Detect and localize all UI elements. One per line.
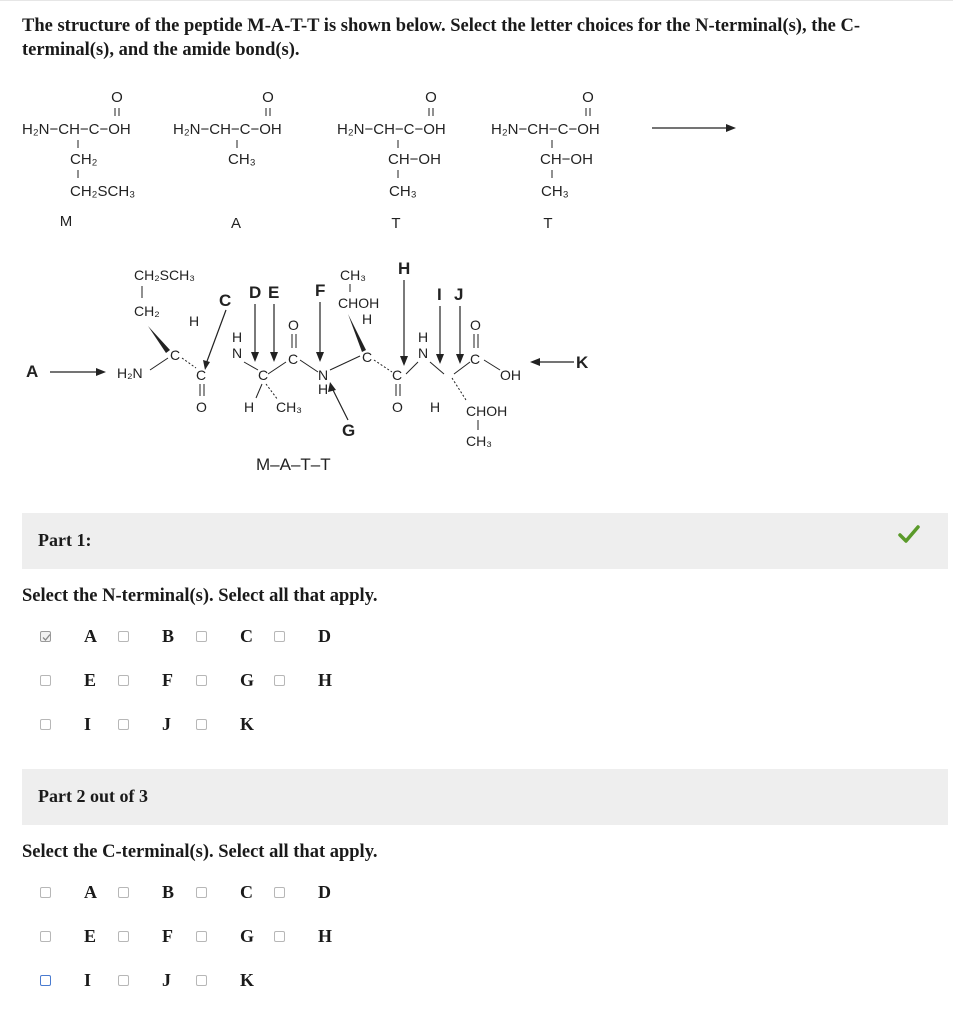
peptide-caption: M–A–T–T bbox=[256, 455, 331, 474]
label-j: J bbox=[454, 285, 464, 304]
side-chain-1: CH₂ bbox=[70, 151, 98, 168]
checkbox[interactable] bbox=[40, 719, 51, 730]
carbonyl-o: O bbox=[425, 89, 437, 106]
part2-prompt: Select the C-terminal(s). Select all that apply. bbox=[22, 842, 378, 862]
choice-label: A bbox=[84, 882, 97, 902]
atom-n: N bbox=[318, 367, 329, 383]
side-chain-2: CH₃ bbox=[389, 183, 417, 200]
amino-acid-t1 bbox=[337, 89, 446, 232]
atom-h: H bbox=[362, 311, 373, 327]
atom-h: H bbox=[189, 313, 200, 329]
checkbox[interactable] bbox=[40, 931, 51, 942]
choice-label: G bbox=[240, 670, 255, 690]
checkbox[interactable] bbox=[40, 887, 51, 898]
atom-c: C bbox=[362, 349, 373, 365]
checkbox[interactable] bbox=[118, 719, 129, 730]
backbone: H₂N−CH−C−OH bbox=[491, 121, 600, 138]
label-d: D bbox=[249, 283, 262, 302]
checkbox[interactable] bbox=[196, 975, 207, 986]
amino-acid-name: M bbox=[59, 213, 73, 230]
checkbox[interactable] bbox=[40, 675, 51, 686]
choice-label: J bbox=[162, 714, 171, 734]
choice-label: E bbox=[84, 926, 97, 946]
amino-acid-name: T bbox=[391, 215, 401, 232]
checkbox[interactable] bbox=[118, 887, 129, 898]
choice-label: C bbox=[240, 626, 253, 646]
carbonyl-o: O bbox=[262, 89, 274, 106]
label-f: F bbox=[315, 281, 326, 300]
checkbox[interactable] bbox=[118, 675, 129, 686]
choice-label: I bbox=[84, 714, 92, 734]
atom-h: H bbox=[418, 329, 429, 345]
atom-c: C bbox=[258, 367, 269, 383]
amino-acid-m bbox=[22, 89, 135, 230]
carbonyl-o: O bbox=[582, 89, 594, 106]
backbone: H₂N−CH−C−OH bbox=[337, 121, 446, 138]
atom-ch3: CH₃ bbox=[340, 267, 366, 283]
checkbox[interactable] bbox=[118, 631, 129, 642]
peptide-figure bbox=[0, 78, 953, 483]
choice-label: K bbox=[240, 970, 255, 990]
choice-label: F bbox=[162, 670, 173, 690]
choice-label: A bbox=[84, 626, 97, 646]
choice-label: B bbox=[162, 626, 175, 646]
question-text: The structure of the peptide M-A-T-T is shown below. Select the letter choices for the N-terminal(s), the C-terminal(s), and the amide bond(s). bbox=[22, 16, 861, 60]
choice-label: G bbox=[240, 926, 255, 946]
atom-chox: CHOH bbox=[338, 295, 380, 311]
side-chain-2: CH₂SCH₃ bbox=[70, 183, 136, 200]
atom-n: N bbox=[418, 345, 429, 361]
choice-label: H bbox=[318, 926, 333, 946]
atom-c: C bbox=[196, 367, 207, 383]
choice-label: D bbox=[318, 882, 331, 902]
side-chain-2: CH₃ bbox=[541, 183, 569, 200]
checkbox-focused[interactable] bbox=[40, 975, 51, 986]
checkbox[interactable] bbox=[196, 631, 207, 642]
label-g: G bbox=[342, 421, 356, 440]
atom-h: H bbox=[244, 399, 255, 415]
atom-o: O bbox=[470, 317, 481, 333]
reaction-arrow-icon bbox=[652, 124, 736, 132]
choice-row bbox=[40, 713, 400, 737]
choice-row bbox=[40, 969, 400, 993]
atom-ch3: CH₃ bbox=[466, 433, 492, 449]
label-i: I bbox=[437, 285, 442, 304]
label-e: E bbox=[268, 283, 280, 302]
atom-h: H bbox=[430, 399, 441, 415]
choice-label: C bbox=[240, 882, 253, 902]
checkbox[interactable] bbox=[274, 631, 285, 642]
choice-label: B bbox=[162, 882, 175, 902]
atom-o: O bbox=[288, 317, 299, 333]
part1-title: Part 1: bbox=[38, 530, 92, 550]
amino-acid-name: T bbox=[543, 215, 553, 232]
atom-chohs: CHOH bbox=[466, 403, 508, 419]
atom-o: O bbox=[196, 399, 207, 415]
atom-h: H bbox=[318, 381, 329, 397]
peptide-structure-diagram bbox=[0, 78, 953, 478]
choice-row bbox=[40, 925, 400, 949]
part2-header bbox=[22, 769, 948, 825]
label-h: H bbox=[398, 259, 411, 278]
checkbox[interactable] bbox=[118, 931, 129, 942]
backbone: H₂N−CH−C−OH bbox=[173, 121, 282, 138]
amino-acid-a bbox=[173, 89, 282, 232]
checkbox[interactable] bbox=[274, 887, 285, 898]
top-divider bbox=[0, 0, 953, 7]
checkbox[interactable] bbox=[196, 675, 207, 686]
atom-c: C bbox=[392, 367, 403, 383]
atom-oh: OH bbox=[500, 367, 521, 383]
atom-ch2: CH₂ bbox=[134, 303, 160, 319]
choice-row bbox=[40, 625, 400, 649]
correct-check-icon bbox=[898, 525, 920, 548]
atom-o: O bbox=[392, 399, 403, 415]
atom-c: C bbox=[170, 347, 181, 363]
amino-acid-t2 bbox=[491, 89, 600, 232]
checkbox[interactable] bbox=[274, 675, 285, 686]
choice-label: I bbox=[84, 970, 92, 990]
atom-ch3: CH₃ bbox=[276, 399, 302, 415]
label-a: A bbox=[26, 362, 39, 381]
choice-label: J bbox=[162, 970, 171, 990]
carbonyl-o: O bbox=[111, 89, 123, 106]
choice-label: F bbox=[162, 926, 173, 946]
checkbox-checked[interactable] bbox=[40, 631, 51, 642]
side-chain-1: CH−OH bbox=[540, 151, 593, 168]
choice-row bbox=[40, 881, 400, 905]
atom-c: C bbox=[470, 351, 481, 367]
atom-ch2sch3: CH₂SCH₃ bbox=[134, 267, 195, 283]
choice-label: H bbox=[318, 670, 333, 690]
checkbox[interactable] bbox=[196, 719, 207, 730]
checkbox[interactable] bbox=[118, 975, 129, 986]
atom-c: C bbox=[288, 351, 299, 367]
amino-acid-name: A bbox=[230, 215, 242, 232]
atom-n: N bbox=[232, 345, 243, 361]
choice-label: K bbox=[240, 714, 255, 734]
backbone: H₂N−CH−C−OH bbox=[22, 121, 131, 138]
part2-title: Part 2 out of 3 bbox=[38, 786, 148, 806]
label-c: C bbox=[219, 291, 232, 310]
checkmark-icon bbox=[41, 632, 52, 643]
part1-header bbox=[22, 513, 948, 569]
atom-h: H bbox=[232, 329, 243, 345]
atom-h2n: H₂N bbox=[117, 365, 143, 381]
label-k: K bbox=[576, 353, 589, 372]
choice-label: D bbox=[318, 626, 331, 646]
side-chain-1: CH₃ bbox=[228, 151, 256, 168]
choice-row bbox=[40, 669, 400, 693]
checkbox[interactable] bbox=[274, 931, 285, 942]
part1-prompt: Select the N-terminal(s). Select all that apply. bbox=[22, 586, 378, 606]
choice-label: E bbox=[84, 670, 97, 690]
checkbox[interactable] bbox=[196, 887, 207, 898]
side-chain-1: CH−OH bbox=[388, 151, 441, 168]
checkbox[interactable] bbox=[196, 931, 207, 942]
